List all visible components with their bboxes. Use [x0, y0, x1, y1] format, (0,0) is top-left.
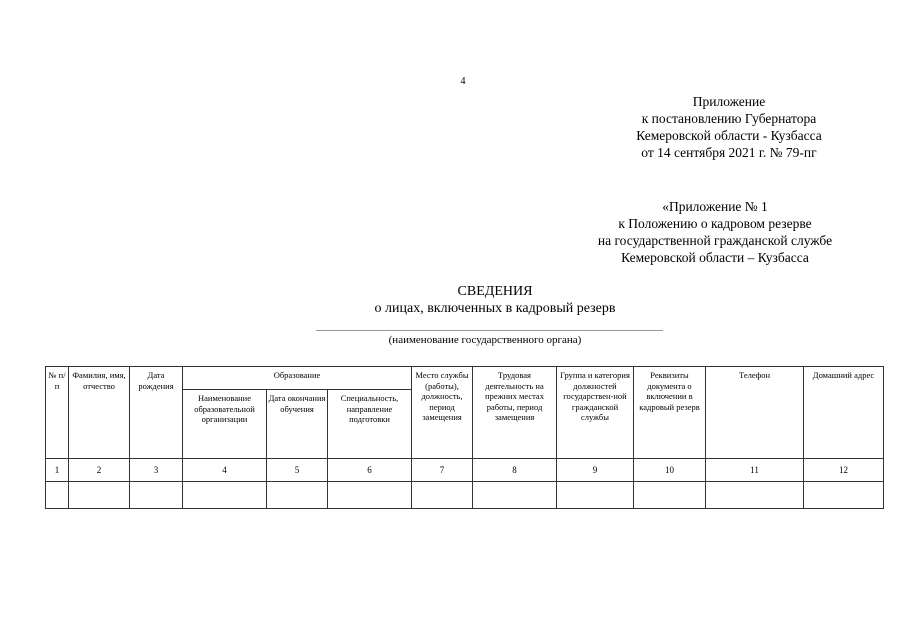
- column-number: 2: [69, 459, 130, 482]
- table-cell: [130, 482, 183, 509]
- header-education: Образование: [183, 367, 412, 390]
- column-number: 8: [473, 459, 557, 482]
- column-number: 1: [46, 459, 69, 482]
- table-cell: [804, 482, 884, 509]
- header-position-group: Группа и категория должностей государствен-ной гражданской службы: [557, 367, 634, 459]
- appendix-1-line: на государственной гражданской службе: [597, 233, 833, 248]
- org-name-caption: (наименование государственного органа): [388, 334, 582, 346]
- column-number: 12: [804, 459, 884, 482]
- header-workplace: Место службы (работы), должность, период замещения: [412, 367, 473, 459]
- table-cell: [634, 482, 706, 509]
- column-number: 9: [557, 459, 634, 482]
- table-cell: [183, 482, 267, 509]
- appendix-1-line: Кемеровской области – Кузбасса: [621, 250, 809, 265]
- appendix-1-header: [572, 198, 858, 266]
- header-labor-activity: Трудовая деятельность на прежних местах работы, период замещения: [473, 367, 557, 459]
- appendix-line: к постановлению Губернатора: [641, 111, 817, 126]
- title-heading: СВЕДЕНИЯ: [457, 284, 533, 299]
- column-number: 4: [183, 459, 267, 482]
- column-numbers-row: [46, 459, 884, 482]
- table-cell: [473, 482, 557, 509]
- column-number: 3: [130, 459, 183, 482]
- table-cell: [557, 482, 634, 509]
- header-home-address: Домашний адрес: [804, 367, 884, 459]
- appendix-line: Кемеровской области - Кузбасса: [636, 128, 822, 143]
- column-number: 10: [634, 459, 706, 482]
- column-number: 6: [328, 459, 412, 482]
- table-cell: [267, 482, 328, 509]
- header-document-requisites: Реквизиты документа о включении в кадровый резерв: [634, 367, 706, 459]
- column-number: 5: [267, 459, 328, 482]
- table-cell: [412, 482, 473, 509]
- document-title: [300, 283, 690, 317]
- title-subtitle: о лицах, включенных в кадровый резерв: [374, 301, 616, 316]
- header-num: № п/п: [46, 367, 69, 459]
- appendix-header: [597, 93, 861, 161]
- column-number: 7: [412, 459, 473, 482]
- appendix-1-line: к Положению о кадровом резерве: [618, 216, 812, 231]
- empty-data-row: [46, 482, 884, 509]
- table-cell: [46, 482, 69, 509]
- header-edu-specialty: Специальность, направление подготовки: [328, 390, 412, 459]
- org-name-blank-line: [316, 330, 663, 331]
- header-fio: Фамилия, имя, отчество: [69, 367, 130, 459]
- header-edu-organization: Наименование образовательной организации: [183, 390, 267, 459]
- column-number: 11: [706, 459, 804, 482]
- appendix-1-line: «Приложение № 1: [662, 199, 768, 214]
- header-birth-date: Дата рождения: [130, 367, 183, 459]
- table-header-row: [46, 367, 884, 390]
- page-number: 4: [460, 76, 466, 87]
- reserve-table: [45, 366, 884, 509]
- header-edu-end-date: Дата окончания обучения: [267, 390, 328, 459]
- appendix-line: Приложение: [692, 94, 766, 109]
- table-cell: [706, 482, 804, 509]
- table-cell: [328, 482, 412, 509]
- table-cell: [69, 482, 130, 509]
- appendix-line: от 14 сентября 2021 г. № 79-пг: [641, 145, 817, 160]
- header-phone: Телефон: [706, 367, 804, 459]
